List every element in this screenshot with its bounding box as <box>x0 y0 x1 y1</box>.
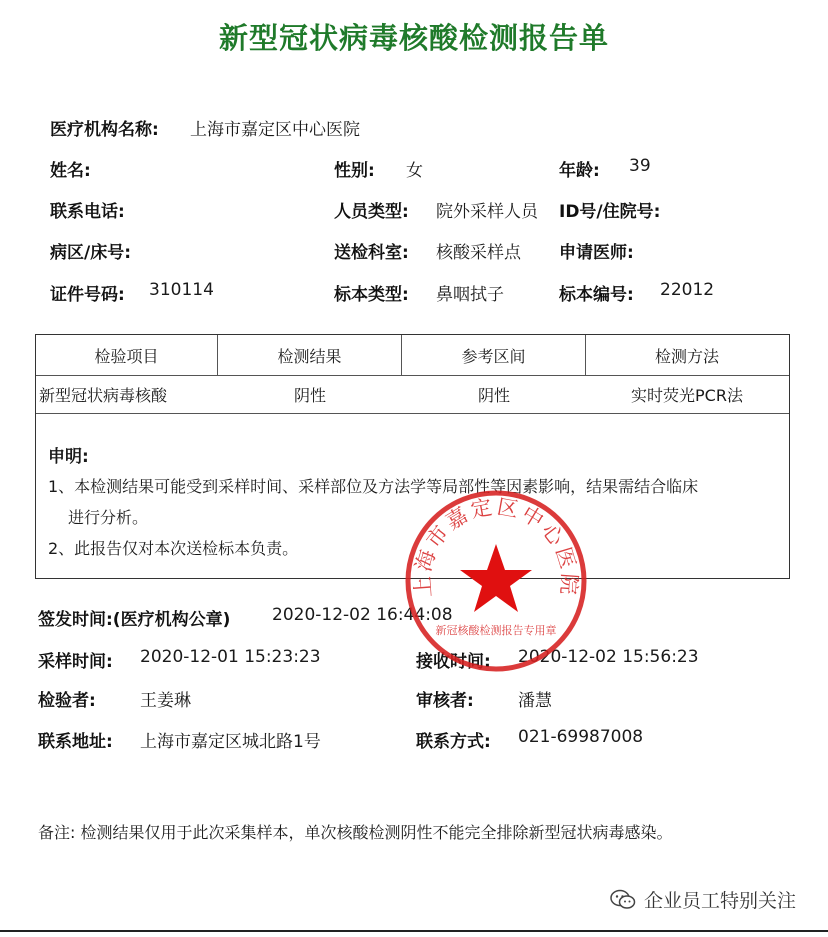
contact-label: 联系方式: <box>416 732 491 752</box>
institution-label: 医疗机构名称: <box>50 120 159 140</box>
wechat-icon <box>610 889 636 911</box>
issue-value: 2020-12-02 16:44:08 <box>272 605 453 625</box>
cell-result: 阴性 <box>293 385 326 405</box>
seal-ring-text: 上海市嘉定区中心医院 <box>410 494 582 599</box>
hospital-seal <box>403 488 589 674</box>
contact-value: 021-69987008 <box>518 727 644 747</box>
table-row <box>36 375 789 414</box>
dept-label: 送检科室: <box>334 243 409 263</box>
seal-star-icon <box>460 544 532 612</box>
reviewer-label: 审核者: <box>416 691 474 711</box>
notice-title: 申明: <box>48 447 89 467</box>
reviewer-value: 潘慧 <box>518 691 552 711</box>
cell-test-item: 新型冠状病毒核酸 <box>39 385 168 405</box>
cell-method: 实时荧光PCR法 <box>631 385 743 405</box>
sample-type-value: 鼻咽拭子 <box>436 285 504 305</box>
cell-reference: 阴性 <box>477 385 510 405</box>
gender-value: 女 <box>406 161 423 181</box>
sampling-value: 2020-12-01 15:23:23 <box>140 647 321 667</box>
watermark <box>610 886 796 913</box>
name-label: 姓名: <box>50 161 91 181</box>
watermark-text: 企业员工特别关注 <box>644 890 797 912</box>
receive-label: 接收时间: <box>416 652 491 672</box>
gender-label: 性别: <box>334 161 375 181</box>
age-value: 39 <box>629 156 651 176</box>
address-value: 上海市嘉定区城北路1号 <box>140 732 321 752</box>
sample-no-value: 22012 <box>660 280 715 300</box>
notice-line-1: 1、本检测结果可能受到采样时间、采样部位及方法学等局部性等因素影响，结果需结合临床 <box>48 477 699 496</box>
bottom-divider <box>0 930 828 932</box>
examiner-value: 王姜琳 <box>140 691 191 711</box>
seal-inner-text: 新冠核酸检测报告专用章 <box>435 624 557 637</box>
age-label: 年龄: <box>559 161 600 181</box>
remark-text: 备注: 检测结果仅用于此次采集样本，单次核酸检测阴性不能完全排除新型冠状病毒感染。 <box>38 823 673 842</box>
sample-type-label: 标本类型: <box>334 285 409 305</box>
person-type-label: 人员类型: <box>334 202 409 222</box>
header-result: 检测结果 <box>218 335 402 375</box>
header-reference: 参考区间 <box>402 335 586 375</box>
address-label: 联系地址: <box>38 732 113 752</box>
issue-label: 签发时间:(医疗机构公章) <box>38 610 231 630</box>
dept-value: 核酸采样点 <box>436 243 521 263</box>
header-method: 检测方法 <box>654 346 719 366</box>
ward-label: 病区/床号: <box>50 243 132 263</box>
cert-value: 310114 <box>149 280 214 300</box>
phone-label: 联系电话: <box>50 202 125 222</box>
sample-no-label: 标本编号: <box>559 285 634 305</box>
report-title: 新型冠状病毒核酸检测报告单 <box>218 21 609 55</box>
id-no-label: ID号/住院号: <box>559 202 661 222</box>
notice-line-2: 2、此报告仅对本次送检标本负责。 <box>48 539 299 558</box>
notice-line-1b: 进行分析。 <box>68 508 149 527</box>
header-test-item: 检验项目 <box>36 335 218 375</box>
institution-value: 上海市嘉定区中心医院 <box>190 120 360 140</box>
receive-value: 2020-12-02 15:56:23 <box>518 647 699 667</box>
doctor-label: 申请医师: <box>559 243 634 263</box>
table-header-row <box>36 335 789 376</box>
examiner-label: 检验者: <box>38 691 96 711</box>
sampling-label: 采样时间: <box>38 652 113 672</box>
cert-label: 证件号码: <box>50 285 125 305</box>
person-type-value: 院外采样人员 <box>436 202 538 222</box>
